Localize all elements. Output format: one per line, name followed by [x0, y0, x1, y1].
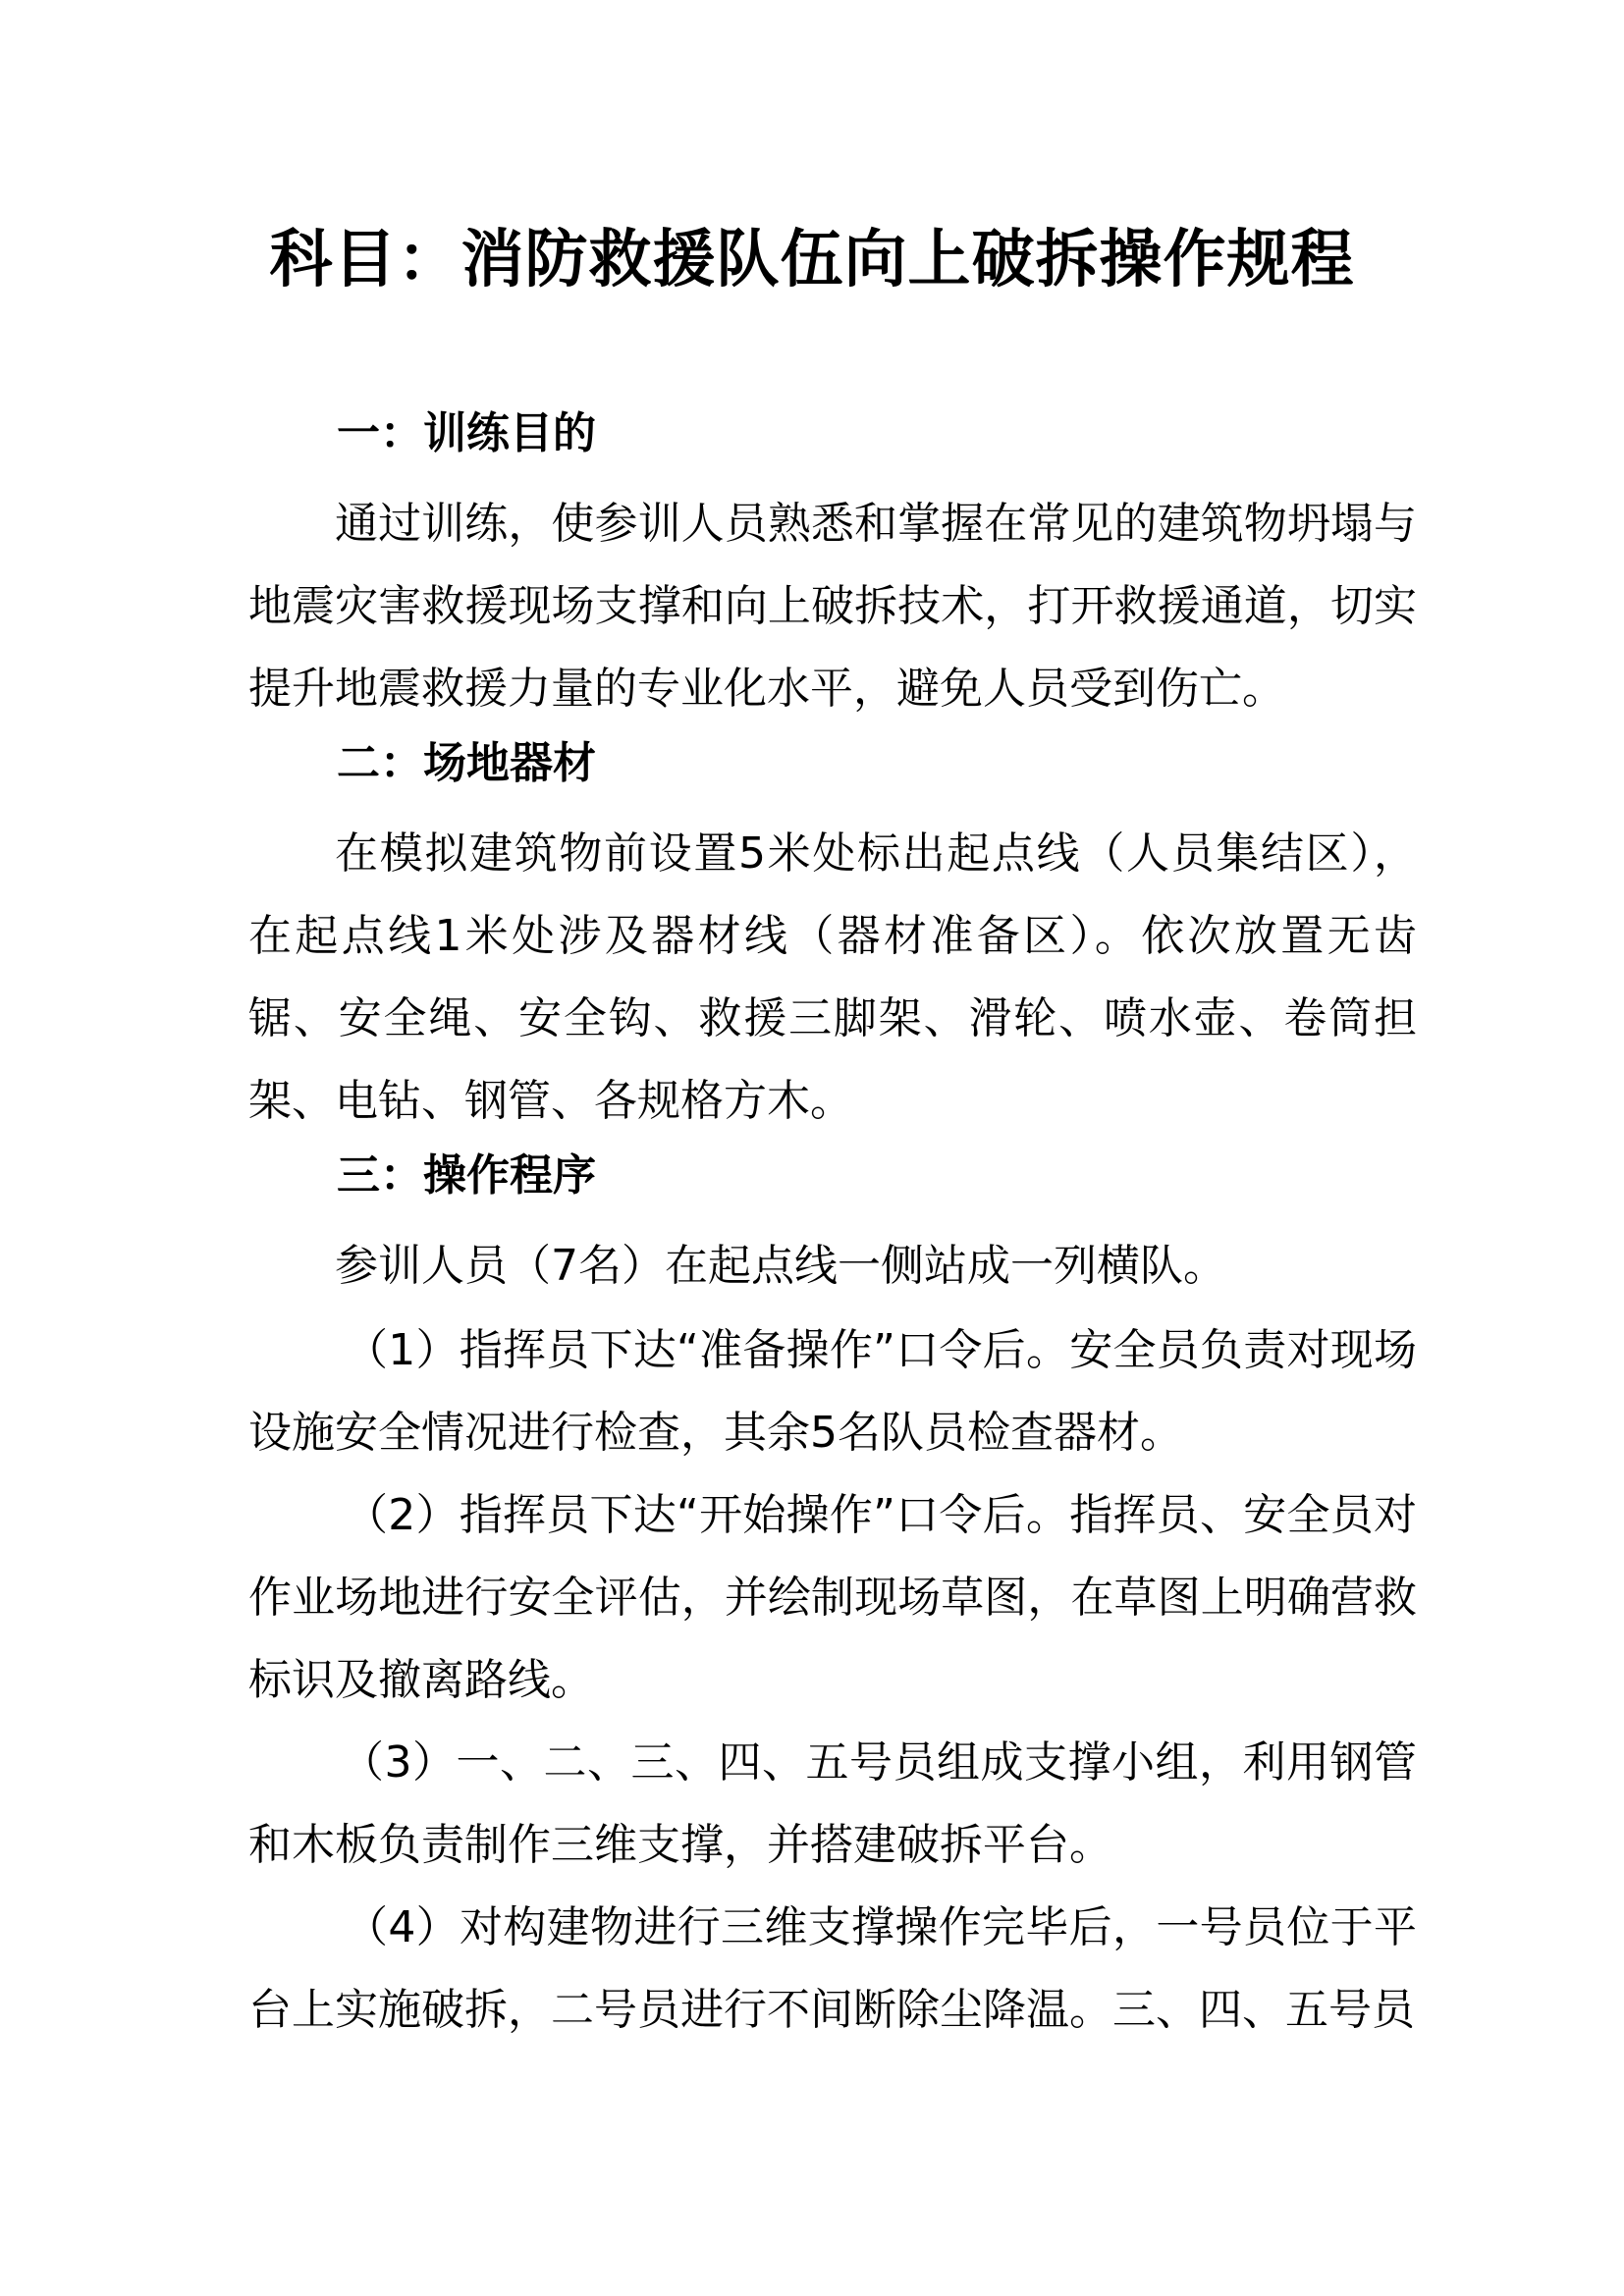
paragraph-procedure-intro: 参训人员（7名）在起点线一侧站成一列横队。	[335, 1241, 1226, 1291]
section-heading-site-equipment: 二：场地器材	[337, 738, 596, 788]
paragraph-site-equipment: 在模拟建筑物前设置5米处标出起点线（人员集结区），在起点线1米处涉及器材线（器材准备区）。依次放置无齿锯、安全绳、安全钩、救援三脚架、滑轮、喷水壶、卷筒担架、电钻、钢管、各规格方木。	[248, 828, 1417, 1126]
section-heading-training-purpose: 一：训练目的	[337, 408, 596, 458]
paragraph-procedure-step-3: （3）一、二、三、四、五号员组成支撑小组，利用钢管和木板负责制作三维支撑，并搭建破拆平台。	[248, 1737, 1417, 1870]
paragraph-training-purpose: 通过训练，使参训人员熟悉和掌握在常见的建筑物坍塌与地震灾害救援现场支撑和向上破拆技术，打开救援通道，切实提升地震救援力量的专业化水平，避免人员受到伤亡。	[248, 499, 1417, 714]
paragraph-procedure-step-2: （2）指挥员下达“开始操作”口令后。指挥员、安全员对作业场地进行安全评估，并绘制现场草图，在草图上明确营救标识及撤离路线。	[248, 1490, 1417, 1705]
document-title: 科目：消防救援队伍向上破拆操作规程	[269, 224, 1355, 296]
paragraph-procedure-step-1: （1）指挥员下达“准备操作”口令后。安全员负责对现场设施安全情况进行检查，其余5名队员检查器材。	[248, 1325, 1417, 1458]
section-heading-procedure: 三：操作程序	[337, 1150, 596, 1201]
paragraph-procedure-step-4: （4）对构建物进行三维支撑操作完毕后，一号员位于平台上实施破拆，二号员进行不间断除尘降温。三、四、五号员	[248, 1902, 1417, 2035]
